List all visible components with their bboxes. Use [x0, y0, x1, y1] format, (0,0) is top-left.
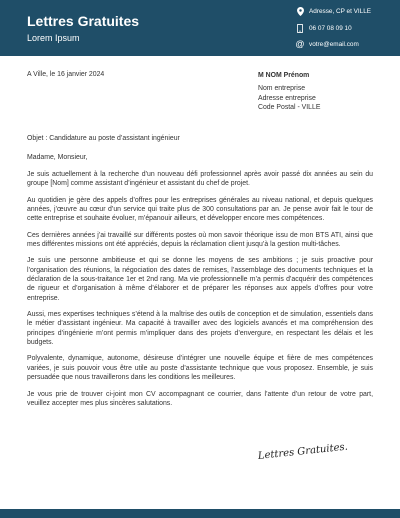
- contact-email[interactable]: [295, 39, 359, 49]
- brand-subtitle: Lorem Ipsum: [27, 33, 80, 43]
- recipient-company: Nom entreprise: [258, 85, 306, 93]
- letter-paragraph-4: Je suis une personne ambitieuse et qui se donne les moyens de ses ambitions ; je suis proactive pour l’organisation des réunions, la négociation des dates de remises, l’assemblage des documents techniques et la déclaration de la sous-traitance 1er et 2nd rang. Ma vie professionnelle m’a permis d’acquérir des compétences de rigueur et d’organisation à même d’élaborer et de préparer les réponses aux appels d’offres pour votre entreprise.: [27, 257, 373, 302]
- letter-body: [27, 134, 373, 415]
- contact-email-text[interactable]: votre@email.com: [309, 40, 359, 48]
- contact-address: [295, 6, 371, 16]
- letter-paragraph-3: Ces dernières années j’ai travaillé sur différents postes où mon savoir théorique issu de mon BTS ATI, ainsi que mes différentes missions ont été appréciés, depuis la réclamation client jusqu’à la gestion multi-tâches.: [27, 231, 373, 248]
- handwritten-signature: Lettres Gratuites.: [257, 441, 349, 462]
- location-pin-icon: [295, 6, 305, 16]
- letter-closing: Je vous prie de trouver ci-joint mon CV accompagnant ce courrier, dans l’attente d’un retour de votre part, veuillez accepter mes plus sincères salutations.: [27, 390, 373, 407]
- letter-paragraph-1: Je suis actuellement à la recherche d’un nouveau défi professionnel après avoir passé dix années au sein du groupe [Nom] comme assistant d’ingénieur et assistant du chef de projet.: [27, 170, 373, 188]
- contact-address-text: Adresse, CP et VILLE: [309, 7, 372, 15]
- recipient-block: [258, 71, 320, 112]
- letter-subject: Objet : Candidature au poste d’assistant ingénieur: [27, 135, 180, 142]
- letter-paragraph-6: Polyvalente, dynamique, autonome, désireuse d’intégrer une nouvelle équipe et fière de mes compétences variées, je suis pouvoir vous être utile au poste d’assistante technique que vous proposez. Ensemble, je suis persuadée que nous travaillerons dans les conditions les meilleures.: [27, 355, 373, 382]
- contact-phone: [295, 23, 352, 33]
- letter-date: A Ville, le 16 janvier 2024: [27, 71, 105, 78]
- footer-bar: [0, 509, 400, 518]
- letter-paragraph-2: Au quotidien je gère des appels d’offres pour les entreprises générales au niveau national, et depuis quelques années, j’œuvre au cœur d’un service qui traite plus de 300 consultations par an. Je pense avoir fait le tour de cette entreprise et souhaite évoluer, m’épanouir ailleurs, et développer encore mes compétences.: [27, 196, 373, 223]
- contact-phone-text: 06 07 08 09 10: [309, 24, 352, 32]
- letter-paragraph-5: Aussi, mes expertises techniques s’étend à la maîtrise des outils de conception et de simulation, essentiels dans le métier d’assistant ingénieur. Ma capacité à travailler avec des logiciels avancés et ma compréhension des principes d’ingénierie m’ont permis m’impliquer dans des projets d’envergure, en respectant les délais et les budgets.: [27, 311, 373, 346]
- header-banner: [0, 0, 400, 56]
- letter-salutation: Madame, Monsieur,: [27, 154, 88, 162]
- at-sign-icon: @: [295, 39, 305, 49]
- phone-icon: [295, 23, 305, 33]
- recipient-address: Adresse entreprise: [258, 94, 316, 102]
- brand-title: Lettres Gratuites: [27, 13, 140, 29]
- recipient-postal-city: Code Postal - VILLE: [258, 103, 321, 111]
- recipient-name: M NOM Prénom: [258, 72, 310, 79]
